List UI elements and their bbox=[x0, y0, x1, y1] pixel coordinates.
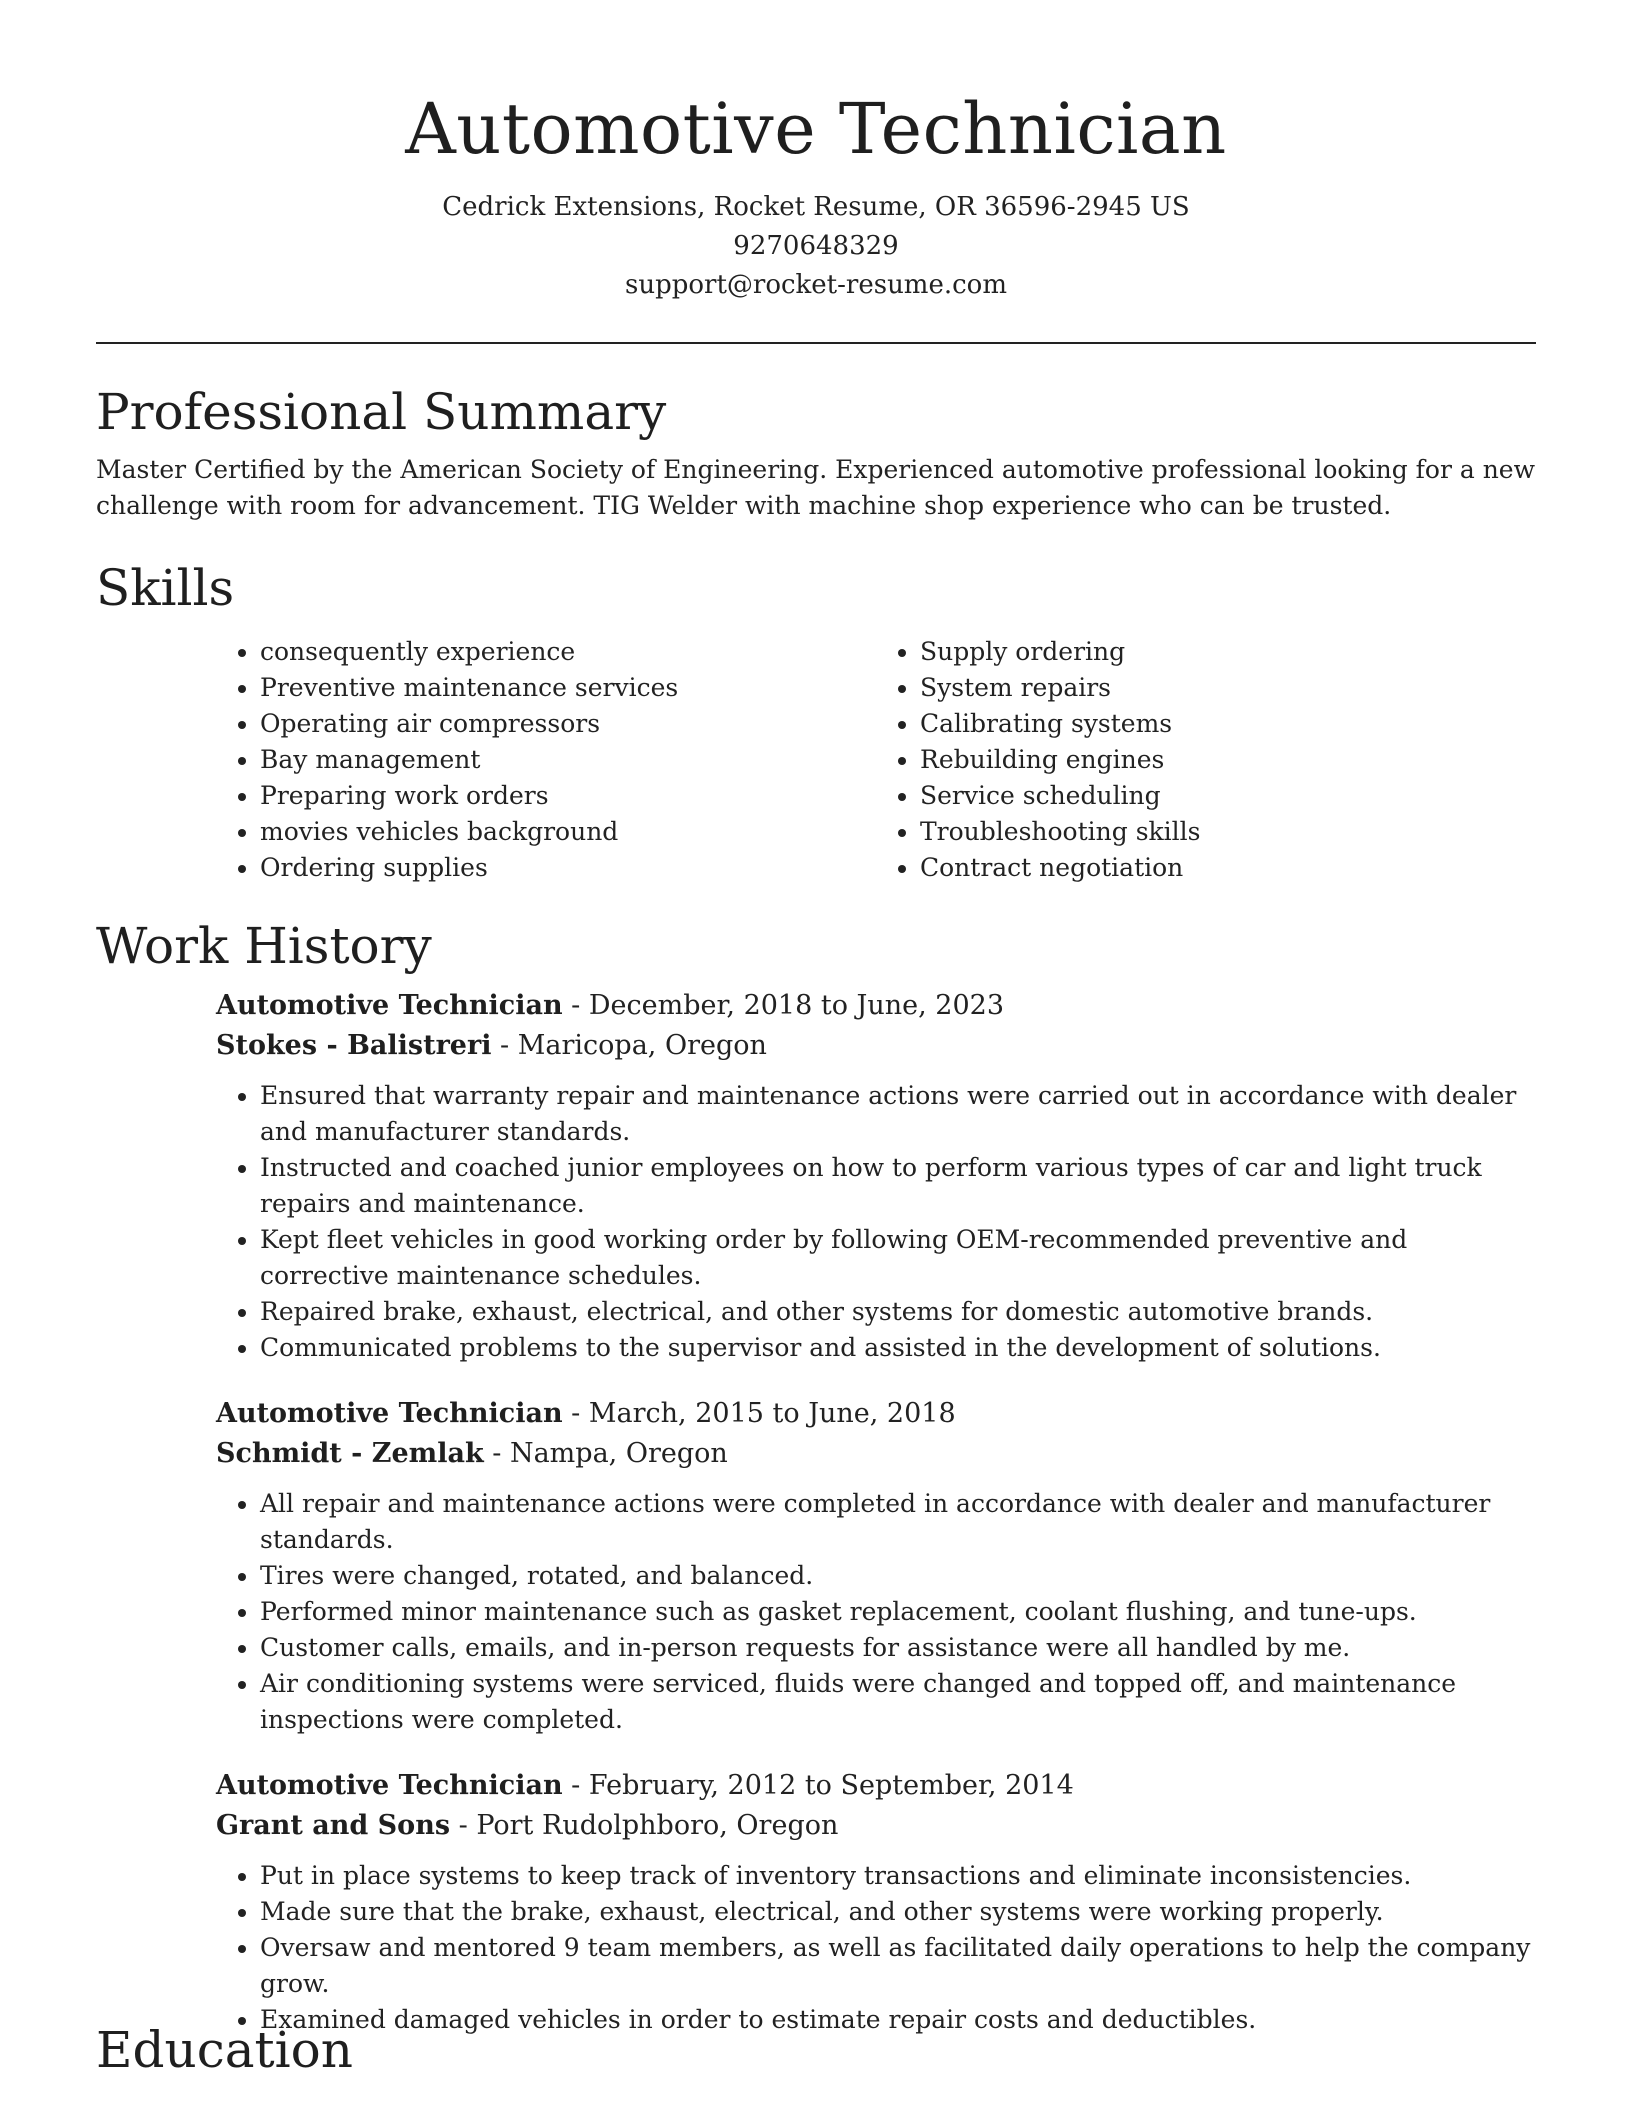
job-bullet: • Communicated problems to the supervisor and assisted in the development of solutions. bbox=[260, 1330, 1536, 1366]
contact-info bbox=[0, 188, 1632, 305]
contact-email: support@rocket-resume.com bbox=[624, 270, 1007, 300]
contact-address: Cedrick Extensions, Rocket Resume, OR 36596-2945 US bbox=[442, 192, 1190, 222]
skill-item: • Contract negotiation bbox=[920, 850, 1536, 886]
summary-text: Master Certified by the American Society of Engineering. Experienced automotive professional looking for a new challenge with room for advancement. TIG Welder with machine shop experience who can be trusted. bbox=[96, 455, 1536, 520]
job-title-line bbox=[216, 986, 1536, 1026]
summary-section bbox=[96, 380, 1536, 524]
skill-item: • Preventive maintenance services bbox=[260, 670, 876, 706]
header-divider bbox=[96, 342, 1536, 344]
job-title-line bbox=[216, 1766, 1536, 1806]
skills-columns bbox=[216, 634, 1536, 886]
skill-item: • consequently experience bbox=[260, 634, 876, 670]
job-dates: - March, 2015 to June, 2018 bbox=[562, 1398, 956, 1429]
job-bullet: • All repair and maintenance actions were completed in accordance with dealer and manufacturer standards. bbox=[260, 1486, 1536, 1558]
job-company: Grant and Sons bbox=[216, 1810, 451, 1841]
skill-item: • movies vehicles background bbox=[260, 814, 876, 850]
contact-phone: 9270648329 bbox=[733, 231, 899, 261]
job-entry bbox=[216, 986, 1536, 1366]
job-bullet: • Oversaw and mentored 9 team members, as well as facilitated daily operations to help the company grow. bbox=[260, 1930, 1536, 2002]
skill-item: • Ordering supplies bbox=[260, 850, 876, 886]
job-company: Stokes - Balistreri bbox=[216, 1030, 492, 1061]
job-location: - Nampa, Oregon bbox=[483, 1438, 728, 1469]
job-bullet: • Tires were changed, rotated, and balanced. bbox=[260, 1558, 1536, 1594]
job-location: - Maricopa, Oregon bbox=[491, 1030, 767, 1061]
skills-list-right bbox=[876, 634, 1536, 886]
job-title-line bbox=[216, 1394, 1536, 1434]
job-bullet: • Performed minor maintenance such as gasket replacement, coolant flushing, and tune-ups. bbox=[260, 1594, 1536, 1630]
job-company-line bbox=[216, 1806, 1536, 1846]
summary-title: Professional Summary bbox=[96, 383, 667, 441]
job-bullet: • Kept fleet vehicles in good working order by following OEM-recommended preventive and corrective maintenance schedules. bbox=[260, 1222, 1536, 1294]
job-location: - Port Rudolphboro, Oregon bbox=[450, 1810, 839, 1841]
job-bullets bbox=[216, 1858, 1536, 2038]
skill-item: • Calibrating systems bbox=[920, 706, 1536, 742]
job-position: Automotive Technician bbox=[216, 990, 563, 1021]
job-bullets bbox=[216, 1078, 1536, 1366]
job-bullet: • Examined damaged vehicles in order to estimate repair costs and deductibles. bbox=[260, 2002, 1536, 2038]
job-bullet: • Made sure that the brake, exhaust, electrical, and other systems were working properly. bbox=[260, 1894, 1536, 1930]
job-bullet: • Put in place systems to keep track of inventory transactions and eliminate inconsistencies. bbox=[260, 1858, 1536, 1894]
skills-list-left bbox=[216, 634, 876, 886]
education-section bbox=[96, 2018, 1536, 2082]
job-company: Schmidt - Zemlak bbox=[216, 1438, 484, 1469]
skill-item: • Rebuilding engines bbox=[920, 742, 1536, 778]
job-bullet: • Instructed and coached junior employees on how to perform various types of car and light truck repairs and maintenance. bbox=[260, 1150, 1536, 1222]
job-company-line bbox=[216, 1434, 1536, 1474]
education-title: Education bbox=[96, 2021, 353, 2079]
skill-item: • Preparing work orders bbox=[260, 778, 876, 814]
job-bullet: • Ensured that warranty repair and maintenance actions were carried out in accordance with dealer and manufacturer standards. bbox=[260, 1078, 1536, 1150]
skill-item: • Troubleshooting skills bbox=[920, 814, 1536, 850]
job-bullet: • Air conditioning systems were serviced, fluids were changed and topped off, and maintenance inspections were completed. bbox=[260, 1666, 1536, 1738]
work-history-title: Work History bbox=[96, 917, 432, 975]
job-position: Automotive Technician bbox=[216, 1770, 563, 1801]
candidate-name: Automotive Technician bbox=[405, 88, 1227, 170]
job-dates: - December, 2018 to June, 2023 bbox=[562, 990, 1005, 1021]
skill-item: • Service scheduling bbox=[920, 778, 1536, 814]
resume-header bbox=[0, 0, 1632, 305]
skills-section bbox=[96, 556, 1536, 886]
work-history-section bbox=[96, 914, 1536, 2066]
job-company-line bbox=[216, 1026, 1536, 1066]
job-entry bbox=[216, 1394, 1536, 1738]
job-bullets bbox=[216, 1486, 1536, 1738]
skill-item: • Supply ordering bbox=[920, 634, 1536, 670]
job-bullet: • Repaired brake, exhaust, electrical, and other systems for domestic automotive brands. bbox=[260, 1294, 1536, 1330]
job-list bbox=[216, 986, 1536, 2038]
job-position: Automotive Technician bbox=[216, 1398, 563, 1429]
job-dates: - February, 2012 to September, 2014 bbox=[562, 1770, 1074, 1801]
job-bullet: • Customer calls, emails, and in-person requests for assistance were all handled by me. bbox=[260, 1630, 1536, 1666]
skill-item: • Operating air compressors bbox=[260, 706, 876, 742]
job-entry bbox=[216, 1766, 1536, 2038]
skill-item: • System repairs bbox=[920, 670, 1536, 706]
skill-item: • Bay management bbox=[260, 742, 876, 778]
skills-title: Skills bbox=[96, 559, 235, 617]
